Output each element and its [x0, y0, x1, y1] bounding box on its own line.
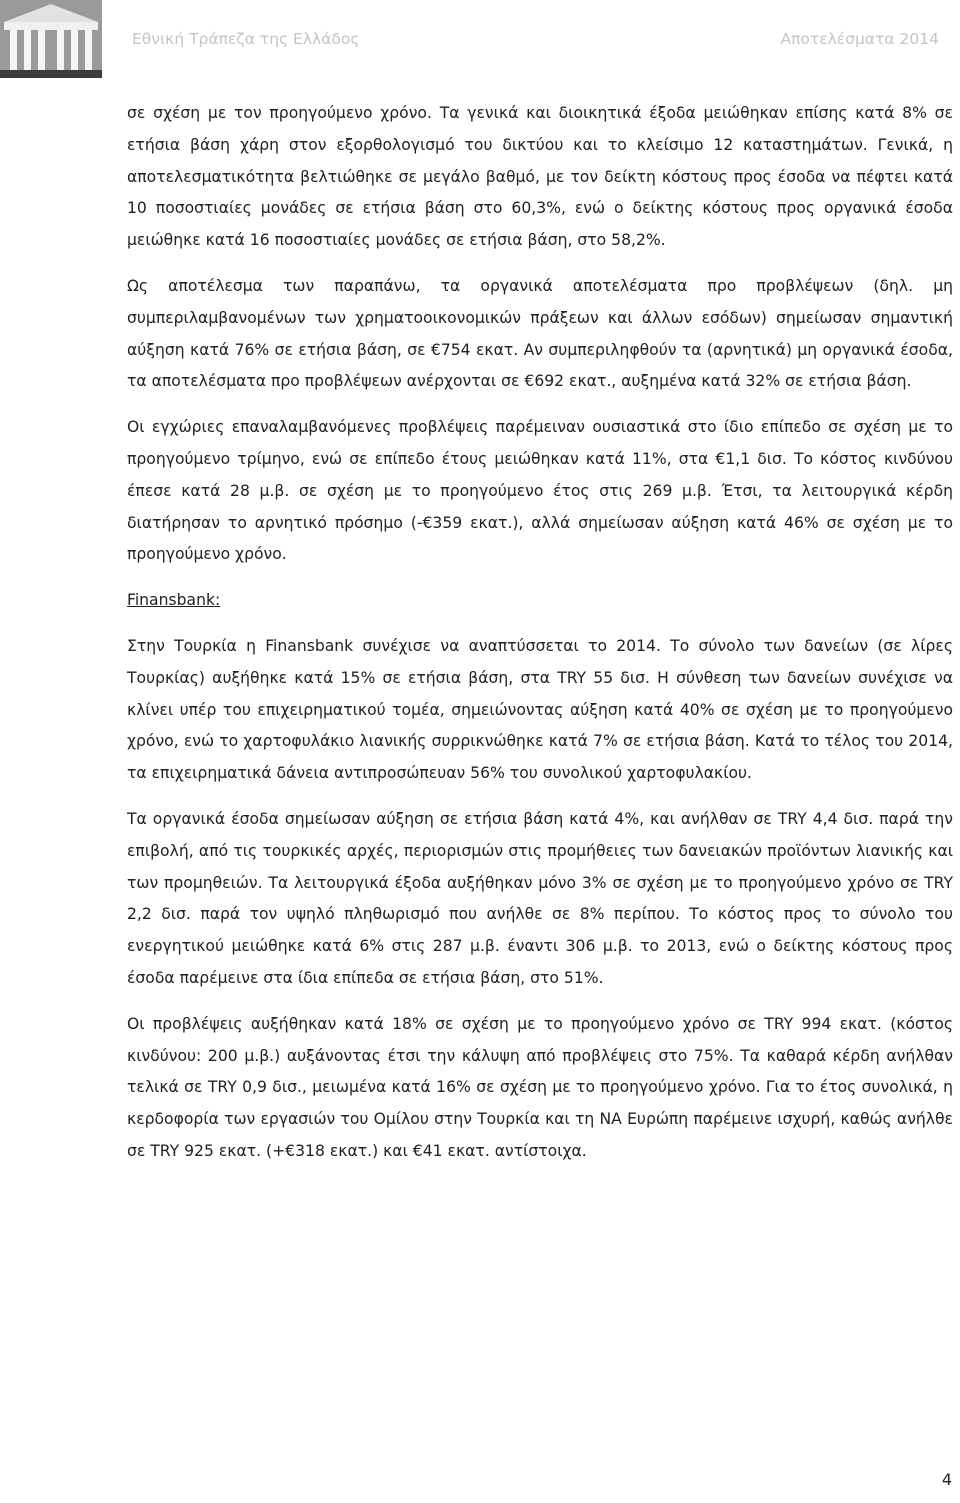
paragraph: σε σχέση με τον προηγούμενο χρόνο. Τα γενικά και διοικητικά έξοδα μειώθηκαν επίσης κατά 8% σε ετήσια βάση χάρη στον εξορθολογισμό του δικτύου και το κλείσιμο 12 καταστημάτων. Γενικά, η αποτελεσματικότητα βελτιώθηκε σε μεγάλο βαθμό, με τον δείκτη κόστους προς έσοδα να πέφτει κατά 10 ποσοστιαίες μονάδες σε ετήσια βάση στο 60,3%, ενώ ο δείκτης κόστους προς οργανικά έσοδα μειώθηκε κατά 16 ποσοστιαίες μονάδες σε ετήσια βάση, στο 58,2%. — [127, 104, 953, 250]
header-bank-name: Εθνική Τράπεζα της Ελλάδος — [132, 30, 360, 48]
header-report-title: Αποτελέσματα 2014 — [780, 30, 939, 48]
bank-building-logo — [0, 0, 102, 78]
document-body — [127, 98, 953, 1182]
page-number: 4 — [941, 1470, 952, 1489]
paragraph: Ως αποτέλεσμα των παραπάνω, τα οργανικά αποτελέσματα προ προβλέψεων (δηλ. μη συμπεριλαμβανομένων των χρηματοοικονομικών πράξεων και άλλων εσόδων) σημείωσαν σημαντική αύξηση κατά 76% σε ετήσια βάση, σε €754 εκατ. Αν συμπεριληφθούν τα (αρνητικά) μη οργανικά έσοδα, τα αποτελέσματα προ προβλέψεων ανέρχονται σε €692 εκατ., αυξημένα κατά 32% σε ετήσια βάση. — [127, 276, 953, 391]
page-header — [0, 0, 960, 80]
paragraph: Τα οργανικά έσοδα σημείωσαν αύξηση σε ετήσια βάση κατά 4%, και ανήλθαν σε TRY 4,4 δισ. παρά την επιβολή, από τις τουρκικές αρχές, περιορισμών στις προμήθειες των δανειακών προϊόντων λιανικής και των προμηθειών. Τα λειτουργικά έξοδα αυξήθηκαν μόνο 3% σε σχέση με το προηγούμενο χρόνο σε TRY 2,2 δισ. παρά τον υψηλό πληθωρισμό που ανήλθε σε 8% περίπου. Το κόστος προς το σύνολο του ενεργητικού μειώθηκε κατά 6% στις 287 μ.β. έναντι 306 μ.β. το 2013, ενώ ο δείκτης κόστους προς έσοδα παρέμεινε στα ίδια επίπεδα σε ετήσια βάση, στο 51%. — [127, 809, 953, 987]
paragraph: Στην Τουρκία η Finansbank συνέχισε να αναπτύσσεται το 2014. Το σύνολο των δανείων (σε λίρες Τουρκίας) αυξήθηκε κατά 15% σε ετήσια βάση, στα TRY 55 δισ. Η σύνθεση των δανείων συνέχισε να κλίνει υπέρ του επιχειρηματικού τομέα, σημειώνοντας αύξηση κατά 40% σε σχέση με το προηγούμενο χρόνο, ενώ το χαρτοφυλάκιο λιανικής συρρικνώθηκε κατά 7% σε ετήσια βάση. Κατά το τέλος του 2014, τα επιχειρηματικά δάνεια αντιπροσώπευαν 56% του συνολικού χαρτοφυλακίου. — [127, 636, 953, 783]
paragraph: Οι εγχώριες επαναλαμβανόμενες προβλέψεις παρέμειναν ουσιαστικά στο ίδιο επίπεδο σε σχέση με το προηγούμενο τρίμηνο, ενώ σε επίπεδο έτους μειώθηκαν κατά 11%, στα €1,1 δισ. Το κόστος κινδύνου έπεσε κατά 28 μ.β. σε σχέση με το προηγούμενο έτος στις 269 μ.β. Έτσι, τα λειτουργικά κέρδη διατήρησαν το αρνητικό πρόσημο (-€359 εκατ.), αλλά σημείωσαν αύξηση κατά 46% σε σχέση με το προηγούμενο χρόνο. — [127, 418, 953, 564]
paragraph: Οι προβλέψεις αυξήθηκαν κατά 18% σε σχέση με το προηγούμενο χρόνο σε TRY 994 εκατ. (κόστος κινδύνου: 200 μ.β.) αυξάνοντας έτσι την κάλυψη από προβλέψεις στο 75%. Τα καθαρά κέρδη ανήλθαν τελικά σε TRY 0,9 δισ., μειωμένα κατά 16% σε σχέση με το προηγούμενο χρόνο. Για το έτος συνολικά, η κερδοφορία των εργασιών του Ομίλου στην Τουρκία και τη ΝΑ Ευρώπη παρέμεινε ισχυρή, καθώς ανήλθε σε TRY 925 εκατ. (+€318 εκατ.) και €41 εκατ. αντίστοιχα. — [127, 1014, 953, 1160]
section-heading-finansbank: Finansbank: — [127, 591, 221, 610]
